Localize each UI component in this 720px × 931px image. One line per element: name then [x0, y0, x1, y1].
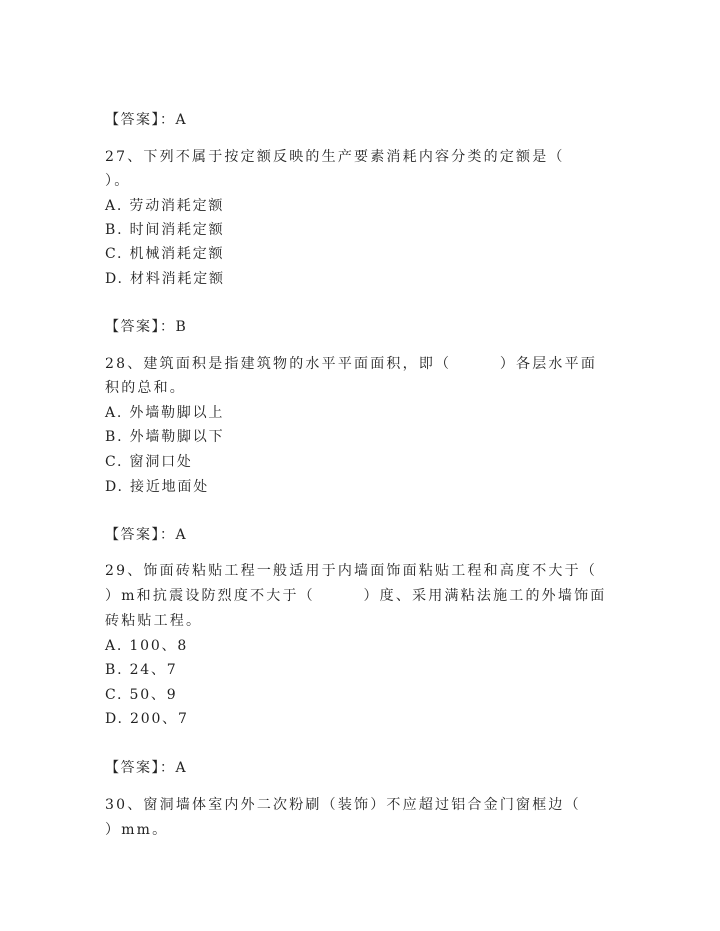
question-28-option-a: A. 外墙勒脚以上	[105, 405, 225, 421]
answer-label: 【答案】：	[105, 527, 176, 543]
question-27-option-a: A. 劳动消耗定额	[105, 198, 225, 214]
question-29-line-2: ）m和抗震设防烈度不大于（ ）度、采用满粘法施工的外墙饰面	[105, 588, 607, 604]
answer-line	[105, 758, 187, 778]
question-29-line-3: 砖粘贴工程。	[105, 613, 203, 629]
question-30-line-1: 30、窗洞墙体室内外二次粉刷（装饰）不应超过铝合金门窗框边（	[105, 797, 581, 813]
question-30-line-2: ）mm。	[105, 822, 169, 838]
answer-line	[105, 525, 187, 545]
question-29-option-b: B. 24、7	[105, 662, 178, 678]
question-29-option-d: D. 200、7	[105, 711, 189, 727]
question-27-line-2: ）。	[105, 173, 131, 189]
question-28-option-b: B. 外墙勒脚以下	[105, 429, 225, 445]
question-27-line-1: 27、下列不属于按定额反映的生产要素消耗内容分类的定额是（	[105, 149, 565, 165]
question-28-option-c: C. 窗洞口处	[105, 454, 193, 470]
question-29-option-c: C. 50、9	[105, 687, 178, 703]
answer-value: A	[175, 527, 188, 543]
question-28-line-2: 积的总和。	[105, 380, 186, 396]
answer-value: A	[175, 760, 188, 776]
answer-label: 【答案】：	[105, 760, 176, 776]
answer-value: B	[175, 319, 188, 335]
answer-label: 【答案】：	[105, 319, 176, 335]
answer-label: 【答案】：	[105, 112, 176, 128]
question-29-line-1: 29、饰面砖粘贴工程一般适用于内墙面饰面粘贴工程和高度不大于（	[105, 563, 598, 579]
question-28-line-1: 28、建筑面积是指建筑物的水平平面面积，即（ ）各层水平面	[105, 356, 598, 372]
question-28-option-d: D. 接近地面处	[105, 479, 210, 495]
question-27-option-c: C. 机械消耗定额	[105, 246, 225, 262]
answer-value: A	[175, 112, 188, 128]
question-27-option-d: D. 材料消耗定额	[105, 271, 225, 287]
question-27-option-b: B. 时间消耗定额	[105, 222, 225, 238]
answer-line	[105, 110, 187, 130]
question-29-option-a: A. 100、8	[105, 638, 189, 654]
answer-line	[105, 317, 187, 337]
